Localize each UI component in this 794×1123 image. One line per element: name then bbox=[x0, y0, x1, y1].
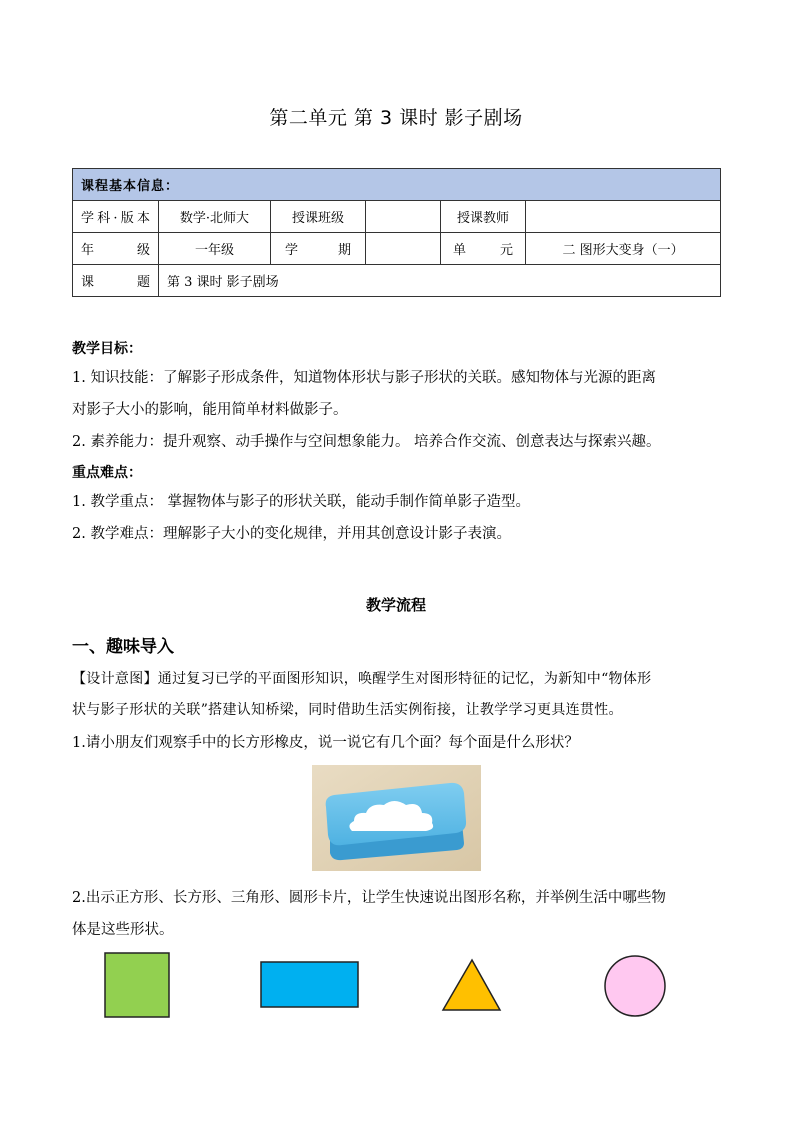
course-info-table bbox=[72, 168, 721, 297]
table-cell: 年级 bbox=[73, 233, 159, 265]
keypoints-heading: 重点难点： bbox=[72, 465, 142, 481]
rectangle-shape bbox=[261, 962, 358, 1007]
table-cell: 授课教师 bbox=[441, 201, 526, 233]
table-header: 课程基本信息： bbox=[73, 169, 721, 201]
keypoint-item: 2. 教学难点：理解影子大小的变化规律，并用其创意设计影子表演。 bbox=[72, 526, 511, 542]
table-row bbox=[73, 201, 721, 233]
table-cell bbox=[526, 201, 721, 233]
table-cell: 二 图形大变身（一） bbox=[526, 233, 721, 265]
table-header-row bbox=[73, 169, 721, 201]
goal-item-continued: 对影子大小的影响，能用简单材料做影子。 bbox=[72, 402, 348, 418]
table-cell: 一年级 bbox=[159, 233, 271, 265]
table-cell: 学科·版本 bbox=[73, 201, 159, 233]
table-cell bbox=[366, 233, 441, 265]
goal-item: 1. 知识技能：了解影子形成条件，知道物体形状与影子形状的关联。感知物体与光源的距离 bbox=[72, 370, 656, 386]
page-title: 第二单元 第 3 课时 影子剧场 bbox=[269, 107, 523, 129]
square-shape bbox=[105, 953, 169, 1017]
table-cell bbox=[366, 201, 441, 233]
circle-shape bbox=[605, 956, 665, 1016]
table-cell: 数学·北师大 bbox=[159, 201, 271, 233]
shape-cards bbox=[72, 950, 720, 1025]
question-2-continued: 体是这些形状。 bbox=[72, 922, 174, 938]
question-1: 1.请小朋友们观察手中的长方形橡皮，说一说它有几个面？每个面是什么形状？ bbox=[72, 735, 579, 751]
goals-heading: 教学目标： bbox=[72, 341, 142, 357]
table-row bbox=[73, 233, 721, 265]
goal-item: 2. 素养能力：提升观察、动手操作与空间想象能力。 培养合作交流、创意表达与探索兴趣。 bbox=[72, 434, 661, 450]
section-heading: 一、趣味导入 bbox=[72, 637, 174, 657]
table-cell: 课题 bbox=[73, 265, 159, 297]
flow-heading: 教学流程 bbox=[365, 596, 426, 614]
design-intent: 【设计意图】通过复习已学的平面图形知识，唤醒学生对图形特征的记忆，为新知中“物体形 bbox=[72, 671, 652, 687]
question-2: 2.出示正方形、长方形、三角形、圆形卡片，让学生快速说出图形名称，并举例生活中哪些物 bbox=[72, 890, 666, 906]
table-cell: 授课班级 bbox=[271, 201, 366, 233]
table-cell: 单元 bbox=[441, 233, 526, 265]
triangle-shape bbox=[443, 960, 500, 1010]
eraser-image bbox=[312, 765, 481, 871]
table-cell: 学期 bbox=[271, 233, 366, 265]
keypoint-item: 1. 教学重点： 掌握物体与影子的形状关联，能动手制作简单影子造型。 bbox=[72, 494, 531, 510]
design-intent-continued: 状与影子形状的关联”搭建认知桥梁，同时借助生活实例衔接，让教学学习更具连贯性。 bbox=[72, 702, 623, 718]
table-cell: 第 3 课时 影子剧场 bbox=[159, 265, 721, 297]
table-row bbox=[73, 265, 721, 297]
